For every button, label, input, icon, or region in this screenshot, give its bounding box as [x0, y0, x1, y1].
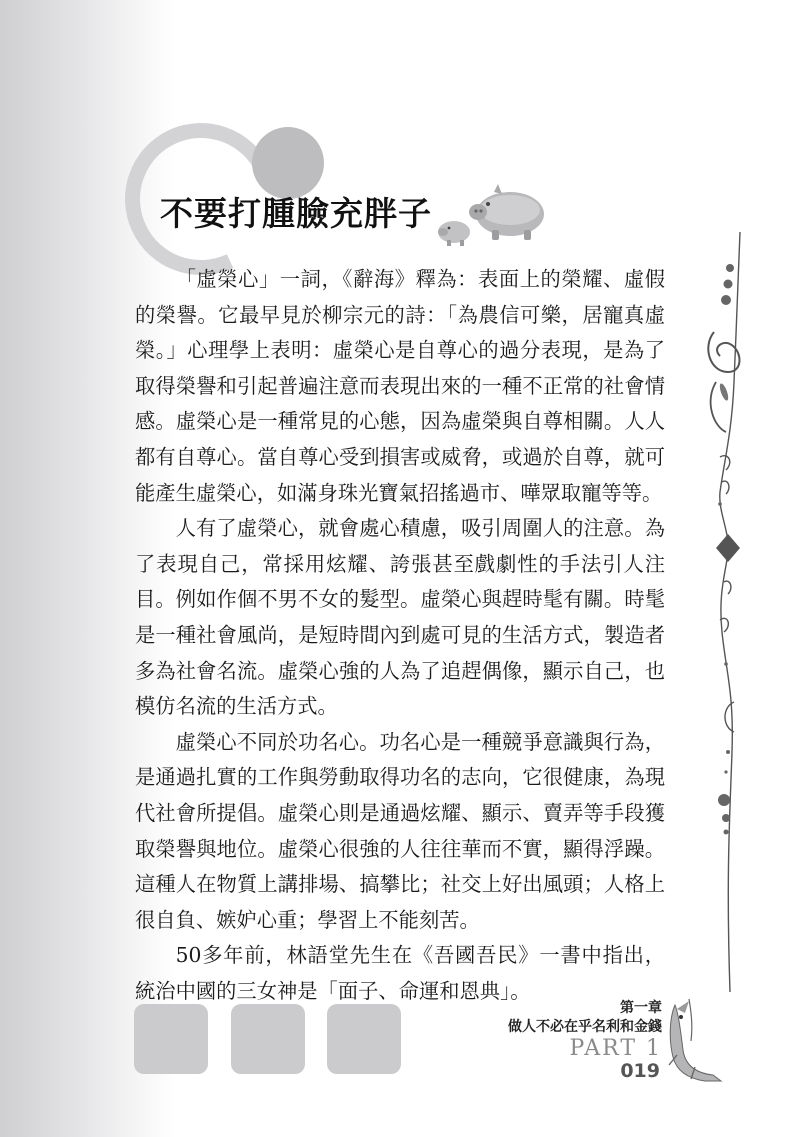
- pig-illustration-icon: [432, 182, 552, 252]
- paragraph: 虛榮心不同於功名心。功名心是一種競爭意識與行為，是通過扎實的工作與勞動取得功名的志向，它很健康，為現代社會所提倡。虛榮心則是通過炫耀、顯示、賣弄等手段獲取榮譽與地位。虛榮心很強的人往往華而不實，顯得浮躁。這種人在物質上講排場、搞攀比；社交上好出風頭；人格上很自負、嫉妒心重；學習上不能刻苦。: [135, 729, 665, 932]
- crocodile-icon: [655, 995, 725, 1085]
- decorative-tab: [134, 1004, 208, 1074]
- chapter-label: 第一章: [620, 1000, 662, 1016]
- paragraph: 人有了虛榮心，就會處心積慮，吸引周圍人的注意。為了表現自己，常採用炫耀、誇張甚至戲劇性的手法引人注目。例如作個不男不女的髮型。虛榮心與趕時髦有關。時髦是一種社會風尚，是短時間內到處可見的生活方式，製造者多為社會名流。虛榮心強的人為了追趕偶像，顯示自己，也模仿名流的生活方式。: [135, 516, 665, 719]
- music-decoration-icon: [700, 232, 760, 992]
- decorative-tab: [231, 1004, 305, 1074]
- decorative-tab: [327, 1004, 401, 1074]
- paragraph: 「虛榮心」一詞，《辭海》釋為：表面上的榮耀、虛假的榮譽。它最早見於柳宗元的詩：「為農信可樂，居寵真虛榮。」心理學上表明：虛榮心是自尊心的過分表現，是為了取得榮譽和引起普遍注意而表現出來的一種不正常的社會情感。虛榮心是一種常見的心態，因為虛榮與自尊相關。人人都有自尊心。當自尊心受到損害或威脅，或過於自尊，就可能產生虛榮心，如滿身珠光寶氣招搖過市、嘩眾取寵等等。: [135, 267, 665, 505]
- chapter-subtitle: 做人不必在乎名利和金錢: [508, 1019, 662, 1035]
- part-label: PART 1: [569, 1036, 662, 1061]
- page-title: 不要打腫臉充胖子: [160, 194, 432, 233]
- page-number: 019: [620, 1060, 660, 1082]
- paragraph: 50多年前，林語堂先生在《吾國吾民》一書中指出，統治中國的三女神是「面子、命運和恩典」。: [135, 943, 665, 1003]
- body-text: [135, 262, 665, 1009]
